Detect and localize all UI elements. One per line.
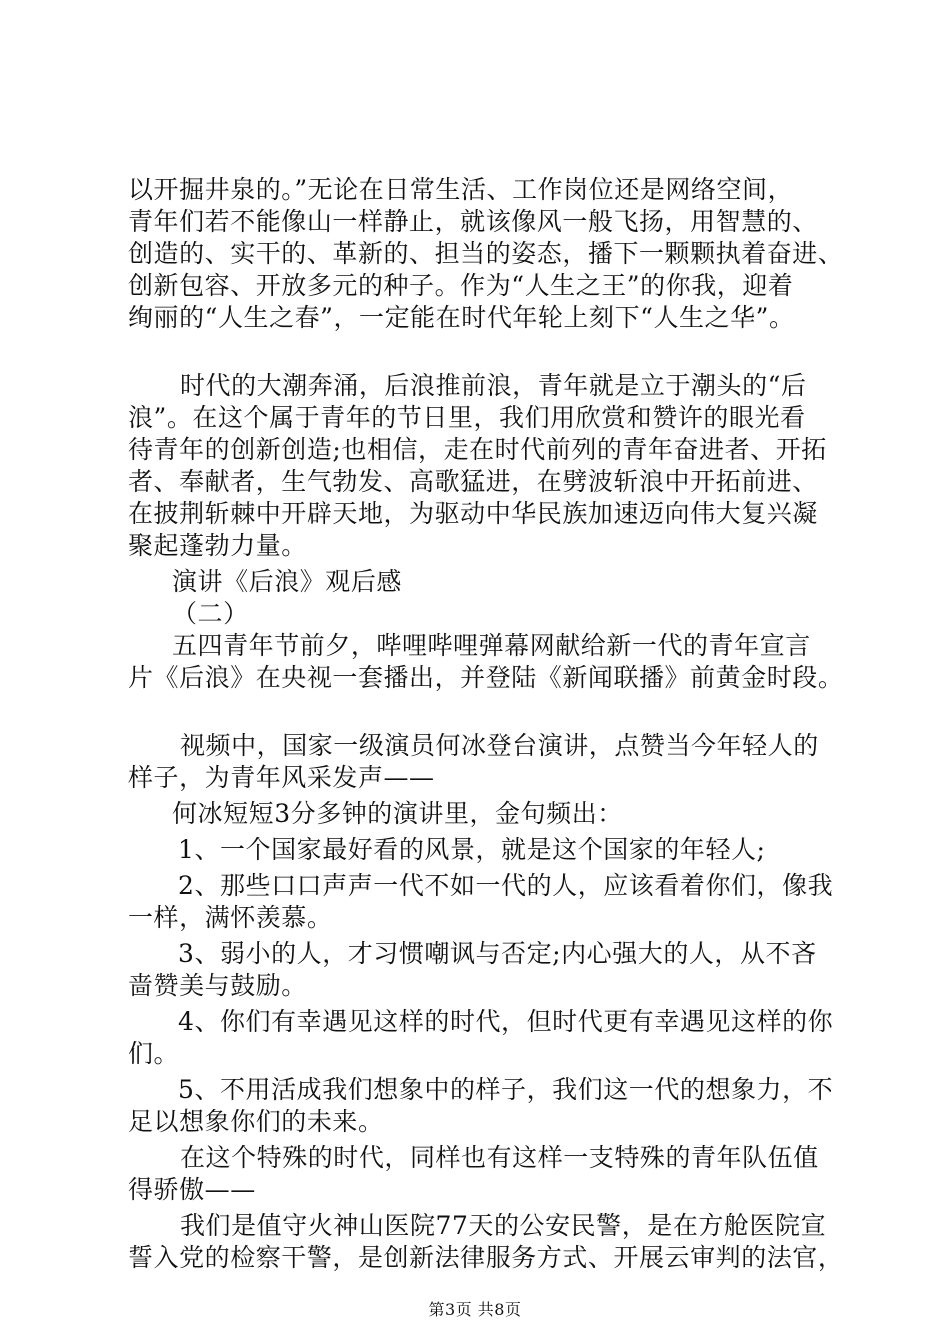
- list-item: [128, 938, 848, 1002]
- text-line: 以开掘井泉的。”无论在日常生活、工作岗位还是网络空间，: [128, 175, 794, 204]
- page-footer: [0, 1300, 950, 1320]
- section-title: 演讲《后浪》观后感: [172, 567, 402, 596]
- paragraph: [128, 1142, 848, 1206]
- text-line: 样子，为青年风采发声——: [128, 763, 435, 792]
- text-line: 绚丽的“人生之春”，一定能在时代年轮上刻下“人生之华”。: [128, 303, 795, 332]
- paragraph-spacer: [128, 694, 848, 730]
- text-line: 五四青年节前夕，哔哩哔哩弹幕网献给新一代的青年宣言: [172, 631, 811, 660]
- text-line: 待青年的创新创造;也相信，走在时代前列的青年奋进者、开拓: [128, 435, 827, 464]
- list-item: [128, 1074, 848, 1138]
- list-item: [128, 1006, 848, 1070]
- text-line: 创新包容、开放多元的种子。作为“人生之王”的你我，迎着: [128, 271, 794, 300]
- text-line: 聚起蓬勃力量。: [128, 531, 307, 560]
- text-line: 誓入党的检察干警，是创新法律服务方式、开展云审判的法官，: [128, 1243, 844, 1272]
- text-line: 5、不用活成我们想象中的样子，我们这一代的想象力，不: [178, 1075, 834, 1104]
- text-line: 在这个特殊的时代，同样也有这样一支特殊的青年队伍值: [180, 1143, 819, 1172]
- list-item: 1、一个国家最好看的风景，就是这个国家的年轻人;: [178, 835, 766, 864]
- text-line: 视频中，国家一级演员何冰登台演讲，点赞当今年轻人的: [180, 731, 819, 760]
- text-line: 时代的大潮奔涌，后浪推前浪，青年就是立于潮头的“后: [180, 371, 807, 400]
- paragraph: [128, 174, 848, 334]
- paragraph: [128, 630, 848, 694]
- text-line: 足以想象你们的未来。: [128, 1107, 384, 1136]
- section-number: （二）: [172, 599, 249, 628]
- text-line: 一样，满怀羡慕。: [128, 903, 333, 932]
- text-line: 3、弱小的人，才习惯嘲讽与否定;内心强大的人，从不吝: [178, 939, 817, 968]
- text-line: 浪”。在这个属于青年的节日里，我们用欣赏和赞许的眼光看: [128, 403, 806, 432]
- document-body: [128, 174, 848, 1274]
- page-number: 第3页 共8页: [428, 1300, 522, 1319]
- text-line: 者、奉献者，生气勃发、高歌猛进，在劈波斩浪中开拓前进、: [128, 467, 818, 496]
- text-line: 得骄傲——: [128, 1175, 256, 1204]
- text-line: 4、你们有幸遇见这样的时代，但时代更有幸遇见这样的你: [178, 1007, 834, 1036]
- paragraph-spacer: [128, 334, 848, 370]
- text-line: 片《后浪》在央视一套播出，并登陆《新闻联播》前黄金时段。: [128, 663, 844, 692]
- text-line: 啬赞美与鼓励。: [128, 971, 307, 1000]
- paragraph: [128, 730, 848, 794]
- text-line: 何冰短短3分多钟的演讲里，金句频出：: [172, 799, 623, 828]
- paragraph: [128, 370, 848, 562]
- text-line: 们。: [128, 1039, 180, 1068]
- text-line: 我们是值守火神山医院77天的公安民警，是在方舱医院宣: [180, 1211, 827, 1240]
- text-line: 青年们若不能像山一样静止，就该像风一般飞扬，用智慧的、: [128, 207, 818, 236]
- text-line: 在披荆斩棘中开辟天地，为驱动中华民族加速迈向伟大复兴凝: [128, 499, 818, 528]
- list-item: [128, 870, 848, 934]
- text-line: 2、那些口口声声一代不如一代的人，应该看着你们，像我: [178, 871, 834, 900]
- text-line: 创造的、实干的、革新的、担当的姿态，播下一颗颗执着奋进、: [128, 239, 844, 268]
- paragraph: [128, 1210, 848, 1274]
